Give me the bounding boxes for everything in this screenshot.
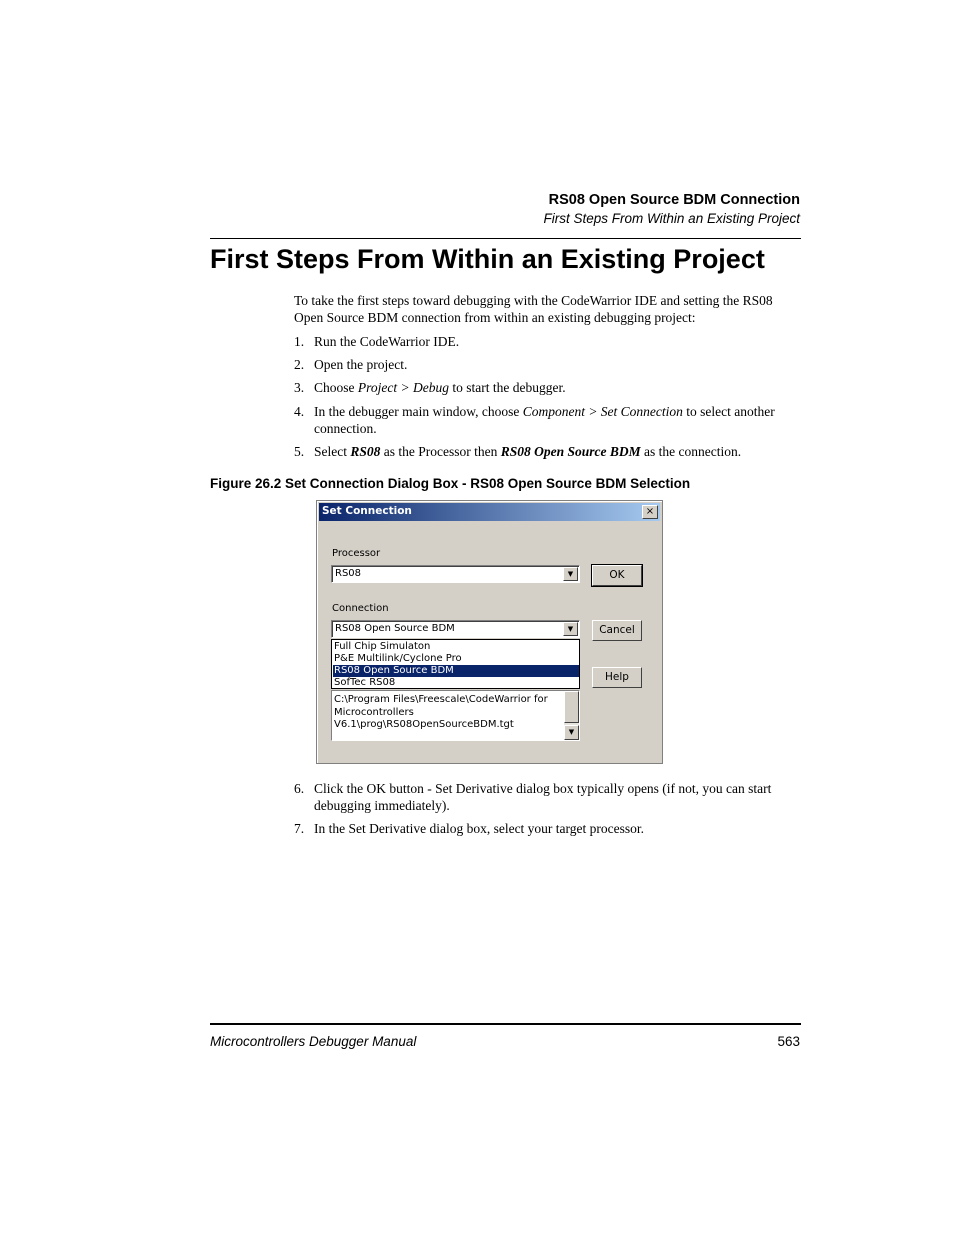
step-text: In the Set Derivative dialog box, select your target processor. — [314, 821, 645, 836]
path-line: C:\Program Files\Freescale\CodeWarrior for — [334, 694, 548, 705]
header-rule — [210, 238, 801, 239]
chevron-down-icon[interactable]: ▼ — [563, 567, 578, 581]
set-connection-dialog — [316, 500, 663, 764]
dialog-titlebar[interactable] — [319, 503, 660, 521]
connection-dropdown-list — [331, 639, 580, 689]
step-text: In the debugger main window, choose Component > Set Connection to select another connection. — [314, 404, 775, 436]
step-text: Click the OK button - Set Derivative dialog box typically opens (if not, you can start debugging immediately). — [314, 781, 772, 813]
scroll-down-icon[interactable]: ▼ — [564, 725, 579, 740]
step-number: 5. — [294, 444, 305, 459]
step-number: 7. — [294, 821, 305, 836]
path-scrollbar[interactable] — [564, 691, 579, 740]
dropdown-option-full-chip-simulation[interactable]: Full Chip Simulaton — [334, 641, 431, 652]
step-number: 4. — [294, 404, 305, 419]
footer-manual-title: Microcontrollers Debugger Manual — [210, 1034, 417, 1049]
scrollbar-thumb[interactable] — [564, 691, 579, 723]
processor-combo[interactable] — [331, 565, 580, 583]
intro-paragraph: To take the first steps toward debugging with the CodeWarrior IDE and setting the RS08 Open Source BDM connection from within an existing debugging project: — [294, 293, 773, 325]
step-text: Select RS08 as the Processor then RS08 Open Source BDM as the connection. — [314, 444, 742, 459]
running-header-section: First Steps From Within an Existing Project — [543, 211, 800, 226]
step-text: Open the project. — [314, 357, 408, 372]
page-number: 563 — [777, 1034, 800, 1049]
path-line: Microcontrollers — [334, 707, 414, 718]
dialog-title: Set Connection — [322, 505, 412, 517]
close-icon[interactable]: × — [642, 505, 658, 519]
connection-value: RS08 Open Source BDM — [335, 623, 455, 634]
connection-label: Connection — [332, 603, 389, 614]
page-title: First Steps From Within an Existing Project — [210, 244, 765, 274]
connection-combo[interactable] — [331, 620, 580, 638]
dropdown-option-softec-rs08[interactable]: SofTec RS08 — [334, 677, 396, 688]
figure-caption: Figure 26.2 Set Connection Dialog Box - RS08 Open Source BDM Selection — [210, 476, 691, 491]
ok-button[interactable]: OK — [592, 565, 642, 586]
step-number: 3. — [294, 380, 305, 395]
connection-path-field[interactable] — [331, 690, 580, 741]
step-number: 6. — [294, 781, 305, 796]
footer-rule — [210, 1023, 801, 1025]
cancel-button[interactable]: Cancel — [592, 620, 642, 641]
running-header-chapter: RS08 Open Source BDM Connection — [548, 192, 800, 208]
dropdown-option-rs08-open-source-bdm[interactable]: RS08 Open Source BDM — [333, 665, 579, 677]
processor-value: RS08 — [335, 568, 362, 579]
path-line: V6.1\prog\RS08OpenSourceBDM.tgt — [334, 719, 514, 730]
step-number: 1. — [294, 334, 305, 349]
processor-label: Processor — [332, 548, 381, 559]
help-button[interactable]: Help — [592, 667, 642, 688]
step-text: Choose Project > Debug to start the debugger. — [314, 380, 566, 395]
step-text: Run the CodeWarrior IDE. — [314, 334, 460, 349]
dropdown-option-pe-multilink[interactable]: P&E Multilink/Cyclone Pro — [334, 653, 462, 664]
chevron-down-icon[interactable]: ▼ — [563, 622, 578, 636]
step-number: 2. — [294, 357, 305, 372]
